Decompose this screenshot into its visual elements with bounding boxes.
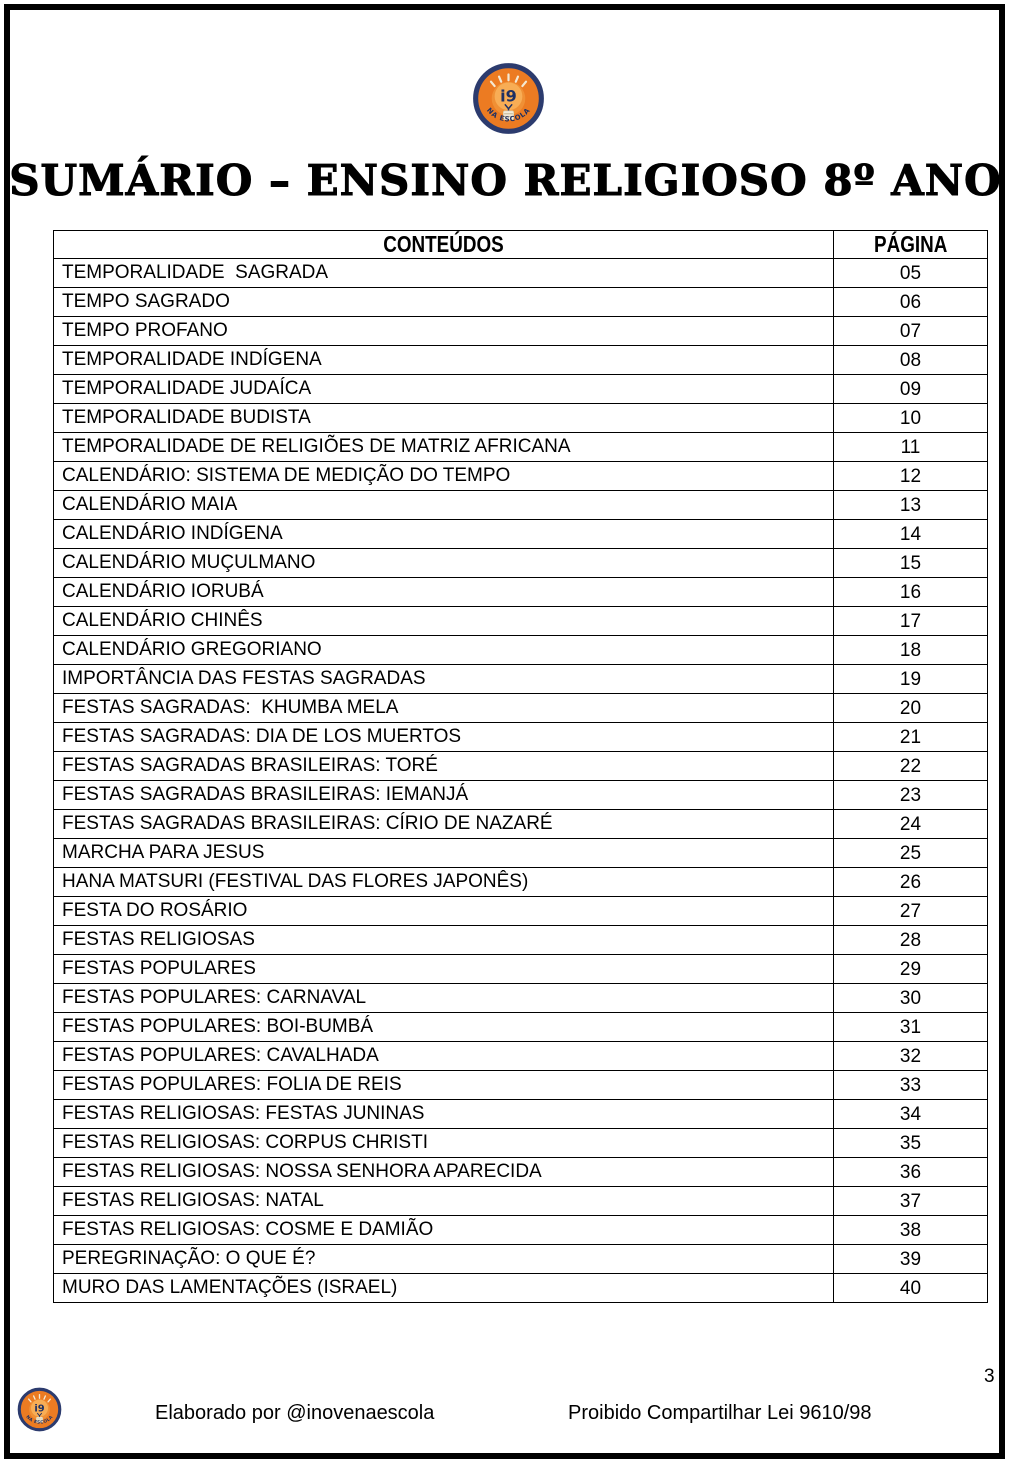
row-content-title: MARCHA PARA JESUS bbox=[54, 839, 834, 868]
table-row bbox=[54, 897, 988, 926]
row-content-title: FESTAS SAGRADAS: DIA DE LOS MUERTOS bbox=[54, 723, 834, 752]
table-row bbox=[54, 404, 988, 433]
table-row bbox=[54, 1274, 988, 1303]
row-content-title: CALENDÁRIO INDÍGENA bbox=[54, 520, 834, 549]
row-content-title: TEMPORALIDADE JUDAÍCA bbox=[54, 375, 834, 404]
row-content-title: FESTAS POPULARES bbox=[54, 955, 834, 984]
table-row bbox=[54, 1158, 988, 1187]
row-content-title: FESTAS RELIGIOSAS: COSME E DAMIÃO bbox=[54, 1216, 834, 1245]
row-page-number: 10 bbox=[834, 404, 988, 433]
table-row bbox=[54, 288, 988, 317]
row-page-number: 08 bbox=[834, 346, 988, 375]
header-page: PÁGINA bbox=[834, 231, 988, 259]
row-page-number: 05 bbox=[834, 259, 988, 288]
row-content-title: TEMPORALIDADE BUDISTA bbox=[54, 404, 834, 433]
row-page-number: 29 bbox=[834, 955, 988, 984]
row-page-number: 26 bbox=[834, 868, 988, 897]
row-page-number: 17 bbox=[834, 607, 988, 636]
row-page-number: 07 bbox=[834, 317, 988, 346]
table-row bbox=[54, 926, 988, 955]
row-content-title: FESTAS RELIGIOSAS: FESTAS JUNINAS bbox=[54, 1100, 834, 1129]
table-row bbox=[54, 694, 988, 723]
table-row bbox=[54, 1245, 988, 1274]
row-page-number: 14 bbox=[834, 520, 988, 549]
contents-table-body bbox=[54, 259, 988, 1303]
row-content-title: FESTAS RELIGIOSAS bbox=[54, 926, 834, 955]
table-row bbox=[54, 752, 988, 781]
table-row bbox=[54, 520, 988, 549]
row-content-title: CALENDÁRIO GREGORIANO bbox=[54, 636, 834, 665]
table-row bbox=[54, 810, 988, 839]
table-row bbox=[54, 1129, 988, 1158]
footer-credit: Elaborado por @inovenaescola bbox=[155, 1402, 435, 1424]
row-page-number: 24 bbox=[834, 810, 988, 839]
row-page-number: 28 bbox=[834, 926, 988, 955]
row-content-title: CALENDÁRIO MAIA bbox=[54, 491, 834, 520]
table-row bbox=[54, 578, 988, 607]
row-page-number: 40 bbox=[834, 1274, 988, 1303]
table-header-row bbox=[54, 231, 988, 259]
row-content-title: IMPORTÂNCIA DAS FESTAS SAGRADAS bbox=[54, 665, 834, 694]
row-page-number: 37 bbox=[834, 1187, 988, 1216]
row-content-title: CALENDÁRIO MUÇULMANO bbox=[54, 549, 834, 578]
row-page-number: 36 bbox=[834, 1158, 988, 1187]
row-page-number: 32 bbox=[834, 1042, 988, 1071]
table-row bbox=[54, 346, 988, 375]
row-content-title: FESTAS SAGRADAS BRASILEIRAS: CÍRIO DE NAZARÉ bbox=[54, 810, 834, 839]
row-content-title: FESTA DO ROSÁRIO bbox=[54, 897, 834, 926]
row-content-title: FESTAS POPULARES: CAVALHADA bbox=[54, 1042, 834, 1071]
row-page-number: 11 bbox=[834, 433, 988, 462]
row-content-title: TEMPORALIDADE SAGRADA bbox=[54, 259, 834, 288]
table-row bbox=[54, 491, 988, 520]
table-row bbox=[54, 259, 988, 288]
row-content-title: CALENDÁRIO CHINÊS bbox=[54, 607, 834, 636]
row-page-number: 25 bbox=[834, 839, 988, 868]
table-row bbox=[54, 781, 988, 810]
row-page-number: 20 bbox=[834, 694, 988, 723]
table-row bbox=[54, 433, 988, 462]
row-page-number: 33 bbox=[834, 1071, 988, 1100]
row-content-title: CALENDÁRIO: SISTEMA DE MEDIÇÃO DO TEMPO bbox=[54, 462, 834, 491]
row-page-number: 27 bbox=[834, 897, 988, 926]
row-content-title: FESTAS SAGRADAS BRASILEIRAS: IEMANJÁ bbox=[54, 781, 834, 810]
row-page-number: 22 bbox=[834, 752, 988, 781]
row-page-number: 06 bbox=[834, 288, 988, 317]
table-row bbox=[54, 549, 988, 578]
row-content-title: FESTAS RELIGIOSAS: CORPUS CHRISTI bbox=[54, 1129, 834, 1158]
table-row bbox=[54, 636, 988, 665]
row-page-number: 31 bbox=[834, 1013, 988, 1042]
row-page-number: 30 bbox=[834, 984, 988, 1013]
row-content-title: CALENDÁRIO IORUBÁ bbox=[54, 578, 834, 607]
table-row bbox=[54, 839, 988, 868]
row-content-title: FESTAS POPULARES: FOLIA DE REIS bbox=[54, 1071, 834, 1100]
table-row bbox=[54, 868, 988, 897]
table-row bbox=[54, 1013, 988, 1042]
row-page-number: 34 bbox=[834, 1100, 988, 1129]
table-row bbox=[54, 984, 988, 1013]
row-page-number: 13 bbox=[834, 491, 988, 520]
row-page-number: 39 bbox=[834, 1245, 988, 1274]
page-title: SUMÁRIO – ENSINO RELIGIOSO 8º ANO bbox=[9, 156, 1002, 205]
contents-table bbox=[53, 230, 988, 1303]
row-content-title: FESTAS RELIGIOSAS: NATAL bbox=[54, 1187, 834, 1216]
row-page-number: 38 bbox=[834, 1216, 988, 1245]
row-content-title: MURO DAS LAMENTAÇÕES (ISRAEL) bbox=[54, 1274, 834, 1303]
row-content-title: TEMPORALIDADE INDÍGENA bbox=[54, 346, 834, 375]
table-row bbox=[54, 1187, 988, 1216]
row-page-number: 19 bbox=[834, 665, 988, 694]
table-row bbox=[54, 955, 988, 984]
table-row bbox=[54, 1216, 988, 1245]
i9-escola-logo-footer bbox=[17, 1387, 62, 1432]
row-page-number: 35 bbox=[834, 1129, 988, 1158]
table-row bbox=[54, 665, 988, 694]
page-number: 3 bbox=[984, 1366, 995, 1387]
row-page-number: 12 bbox=[834, 462, 988, 491]
row-page-number: 16 bbox=[834, 578, 988, 607]
row-page-number: 23 bbox=[834, 781, 988, 810]
row-content-title: FESTAS POPULARES: BOI-BUMBÁ bbox=[54, 1013, 834, 1042]
row-page-number: 21 bbox=[834, 723, 988, 752]
row-page-number: 18 bbox=[834, 636, 988, 665]
table-row bbox=[54, 375, 988, 404]
row-content-title: TEMPO PROFANO bbox=[54, 317, 834, 346]
i9-escola-logo bbox=[472, 62, 545, 135]
row-content-title: HANA MATSURI (FESTIVAL DAS FLORES JAPONÊS) bbox=[54, 868, 834, 897]
row-content-title: TEMPO SAGRADO bbox=[54, 288, 834, 317]
row-content-title: FESTAS RELIGIOSAS: NOSSA SENHORA APARECIDA bbox=[54, 1158, 834, 1187]
row-page-number: 09 bbox=[834, 375, 988, 404]
row-content-title: PEREGRINAÇÃO: O QUE É? bbox=[54, 1245, 834, 1274]
table-row bbox=[54, 723, 988, 752]
footer-copyright: Proibido Compartilhar Lei 9610/98 bbox=[568, 1402, 872, 1424]
row-content-title: FESTAS SAGRADAS BRASILEIRAS: TORÉ bbox=[54, 752, 834, 781]
table-row bbox=[54, 607, 988, 636]
header-contents: CONTEÚDOS bbox=[54, 231, 834, 259]
table-row bbox=[54, 1100, 988, 1129]
row-page-number: 15 bbox=[834, 549, 988, 578]
row-content-title: FESTAS SAGRADAS: KHUMBA MELA bbox=[54, 694, 834, 723]
row-content-title: FESTAS POPULARES: CARNAVAL bbox=[54, 984, 834, 1013]
table-row bbox=[54, 1071, 988, 1100]
table-row bbox=[54, 317, 988, 346]
table-row bbox=[54, 1042, 988, 1071]
row-content-title: TEMPORALIDADE DE RELIGIÕES DE MATRIZ AFRICANA bbox=[54, 433, 834, 462]
table-row bbox=[54, 462, 988, 491]
